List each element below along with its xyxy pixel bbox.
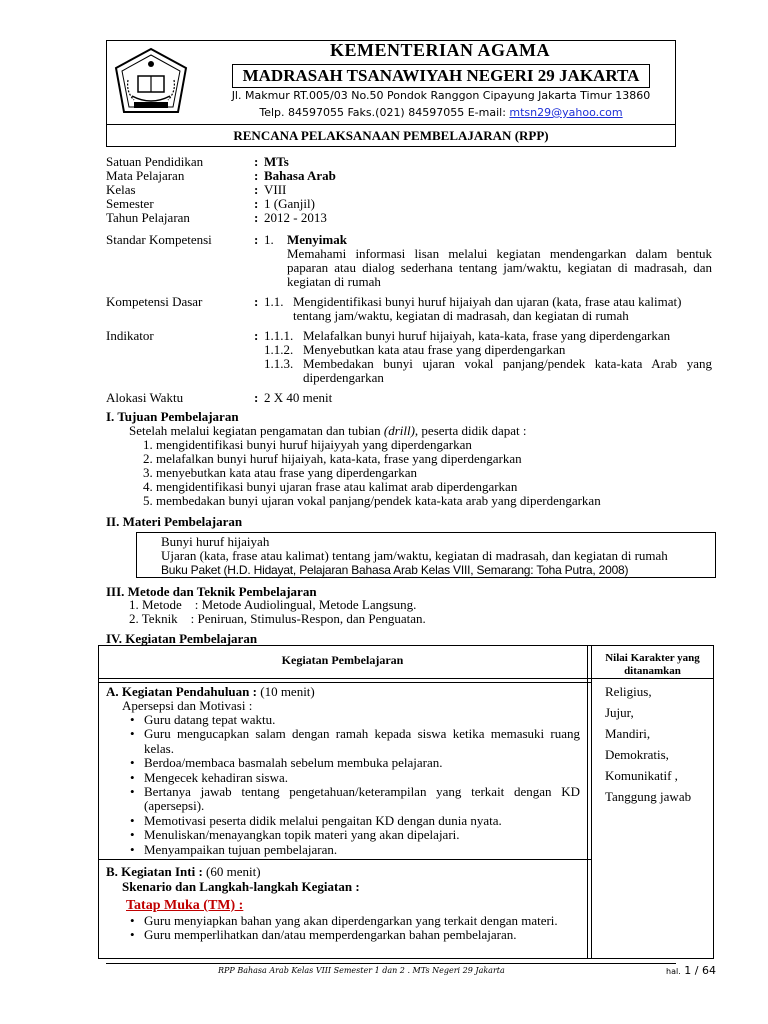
identity-value: 2012 - 2013 — [264, 210, 327, 225]
nilai-karakter-item: Demokratis, — [605, 747, 669, 762]
table-header-nilai: Nilai Karakter yang ditanamkan — [605, 652, 700, 677]
kegiatan-a-subtitle: Apersepsi dan Motivasi : — [122, 698, 253, 713]
list-item: • Memotivasi peserta didik melalui pengaitan KD dengan dunia nyata. — [126, 814, 580, 828]
tujuan-item: 4. mengidentifikasi bunyi ujaran frase atau kalimat arab diperdengarkan — [143, 479, 518, 494]
school-name: MADRASAH TSANAWIYAH NEGERI 29 JAKARTA — [232, 64, 650, 88]
identity-value: 1 (Ganjil) — [264, 196, 315, 211]
alokasi-colon: : — [254, 390, 259, 405]
sk-title: Menyimak — [287, 232, 347, 247]
kegiatan-b-subtitle: Skenario dan Langkah-langkah Kegiatan : — [122, 879, 360, 894]
tujuan-intro-drill: (drill) — [383, 423, 415, 438]
tujuan-heading: I. Tujuan Pembelajaran — [106, 409, 239, 424]
tujuan-item: 3. menyebutkan kata atau frase yang diperdengarkan — [143, 465, 417, 480]
kd-text-line1: Mengidentifikasi bunyi huruf hijaiyah dan ujaran (kata, frase atau kalimat) — [293, 294, 682, 309]
metode-line: 1. Metode : Metode Audiolingual, Metode Langsung. — [129, 597, 417, 612]
kegiatan-a-title — [106, 685, 315, 699]
indikator-number: 1.1.2. — [264, 342, 294, 357]
identity-value: VIII — [264, 182, 287, 197]
table-divider — [98, 678, 714, 679]
identity-label: Kelas — [106, 182, 136, 197]
materi-line: Ujaran (kata, frase atau kalimat) tentang jam/waktu, kegiatan di madrasah, dan kegiatan di rumah — [161, 548, 668, 563]
materi-line: Bunyi huruf hijaiyah — [161, 534, 270, 549]
kegiatan-b-title — [106, 865, 261, 879]
list-item: • Guru mengucapkan salam dengan ramah kepada siswa ketika memasuki ruang kelas. — [126, 727, 580, 756]
nilai-karakter-item: Komunikatif , — [605, 768, 678, 783]
identity-colon: : — [254, 196, 259, 211]
indikator-number: 1.1.1. — [264, 328, 294, 343]
nilai-karakter-item: Tanggung jawab — [605, 789, 692, 804]
table-divider — [591, 645, 592, 959]
identity-label: Semester — [106, 196, 154, 211]
page-label: hal. — [666, 967, 681, 976]
ministry-name: KEMENTERIAN AGAMA — [329, 40, 550, 60]
identity-colon: : — [254, 210, 259, 225]
sk-number: 1. — [264, 232, 274, 247]
kemenag-emblem-icon — [110, 46, 192, 120]
list-item: • Bertanya jawab tentang pengetahuan/keterampilan yang terkait dengan KD (apersepsi). — [126, 785, 580, 814]
nilai-karakter-item: Religius, — [605, 684, 652, 699]
indikator-text: Melafalkan bunyi huruf hijaiyah, kata-kata, frase yang diperdengarkan — [303, 328, 671, 343]
page-count: 1 / 64 — [684, 964, 716, 977]
document-title: RENCANA PELAKSANAAN PEMBELAJARAN (RPP) — [233, 128, 549, 143]
email-link[interactable]: mtsn29@yahoo.com — [509, 106, 623, 119]
teknik-line: 2. Teknik : Peniruan, Stimulus-Respon, dan Penguatan. — [129, 611, 426, 626]
school-address: Jl. Makmur RT.005/03 No.50 Pondok Ranggon Cipayung Jakarta Timur 13860 — [231, 89, 651, 102]
tatap-muka-heading: Tatap Muka (TM) : — [126, 898, 244, 913]
table-divider — [587, 645, 588, 959]
sk-description: Memahami informasi lisan melalui kegiatan mendengarkan dalam bentuk paparan atau dialog sederhana tentang jam/waktu, kegiatan di madrasah, dan kegiatan di rumah — [287, 246, 712, 289]
list-item: • Guru menyiapkan bahan yang akan diperdengarkan yang terkait dengan materi. — [126, 914, 580, 928]
list-item: • Guru memperlihatkan dan/atau memperdengarkan bahan pembelajaran. — [126, 928, 580, 942]
identity-colon: : — [254, 182, 259, 197]
identity-value: MTs — [264, 154, 289, 169]
school-contact — [206, 106, 676, 119]
kegiatan-a-time: (10 menit) — [260, 684, 315, 699]
nilai-karakter-item: Jujur, — [605, 705, 634, 720]
tujuan-item: 5. membedakan bunyi ujaran vokal panjang/pendek kata-kata arab yang diperdengarkan — [143, 493, 601, 508]
kd-label: Kompetensi Dasar — [106, 294, 203, 309]
materi-heading: II. Materi Pembelajaran — [106, 514, 243, 529]
kegiatan-b-list — [126, 914, 580, 943]
list-item: • Mengecek kehadiran siswa. — [126, 771, 580, 785]
tujuan-item: 2. melafalkan bunyi huruf hijaiyah, kata-kata, frase yang diperdengarkan — [143, 451, 522, 466]
kd-colon: : — [254, 294, 259, 309]
tujuan-item: 1. mengidentifikasi bunyi huruf hijaiyyah yang diperdengarkan — [143, 437, 472, 452]
kegiatan-a-label: A. Kegiatan Pendahuluan : — [106, 684, 261, 699]
list-item: • Menuliskan/menayangkan topik materi yang akan dipelajari. — [126, 828, 580, 842]
alokasi-value: 2 X 40 menit — [264, 390, 333, 405]
contact-phone-fax: Telp. 84597055 Faks.(021) 84597055 E-mail: — [259, 106, 510, 119]
indikator-label: Indikator — [106, 328, 154, 343]
identity-colon: : — [254, 168, 259, 183]
tujuan-intro-b: , peserta didik dapat : — [414, 423, 527, 438]
sk-label: Standar Kompetensi — [106, 232, 212, 247]
nilai-karakter-item: Mandiri, — [605, 726, 651, 741]
indikator-text-continued: diperdengarkan — [303, 370, 384, 385]
alokasi-label: Alokasi Waktu — [106, 390, 184, 405]
footer-rule — [106, 963, 676, 964]
indikator-colon: : — [254, 328, 259, 343]
indikator-text: Menyebutkan kata atau frase yang diperdengarkan — [303, 342, 566, 357]
page-number — [666, 964, 716, 977]
tujuan-intro-a: Setelah melalui kegiatan pengamatan dan tubian — [129, 423, 384, 438]
kegiatan-heading: IV. Kegiatan Pembelajaran — [106, 631, 258, 646]
table-divider — [98, 859, 591, 860]
kd-number: 1.1. — [264, 294, 284, 309]
footer-text: RPP Bahasa Arab Kelas VIII Semester 1 dan 2 . MTs Negeri 29 Jakarta — [218, 966, 505, 975]
kegiatan-b-time: (60 menit) — [206, 864, 261, 879]
kegiatan-b-label: B. Kegiatan Inti : — [106, 864, 207, 879]
materi-book: Buku Paket (H.D. Hidayat, Pelajaran Bahasa Arab Kelas VIII, Semarang: Toha Putra, 2008) — [161, 563, 629, 577]
table-header-kegiatan: Kegiatan Pembelajaran — [281, 653, 404, 667]
indikator-number: 1.1.3. — [264, 356, 294, 371]
kegiatan-a-list — [126, 713, 580, 857]
identity-label: Mata Pelajaran — [106, 168, 185, 183]
indikator-text: Membedakan bunyi ujaran vokal panjang/pendek kata-kata Arab yang — [303, 356, 712, 371]
list-item: • Berdoa/membaca basmalah sebelum membuka pelajaran. — [126, 756, 580, 770]
sk-colon: : — [254, 232, 259, 247]
identity-value: Bahasa Arab — [264, 168, 336, 183]
kd-text-line2: tentang jam/waktu, kegiatan di madrasah, dan kegiatan di rumah — [293, 308, 629, 323]
identity-colon: : — [254, 154, 259, 169]
letterhead-divider — [106, 124, 676, 125]
table-divider — [98, 682, 591, 683]
list-item: • Menyampaikan tujuan pembelajaran. — [126, 843, 580, 857]
identity-label: Satuan Pendidikan — [106, 154, 204, 169]
identity-label: Tahun Pelajaran — [106, 210, 190, 225]
tujuan-intro — [129, 424, 526, 438]
metode-heading: III. Metode dan Teknik Pembelajaran — [106, 584, 317, 599]
list-item: • Guru datang tepat waktu. — [126, 713, 580, 727]
